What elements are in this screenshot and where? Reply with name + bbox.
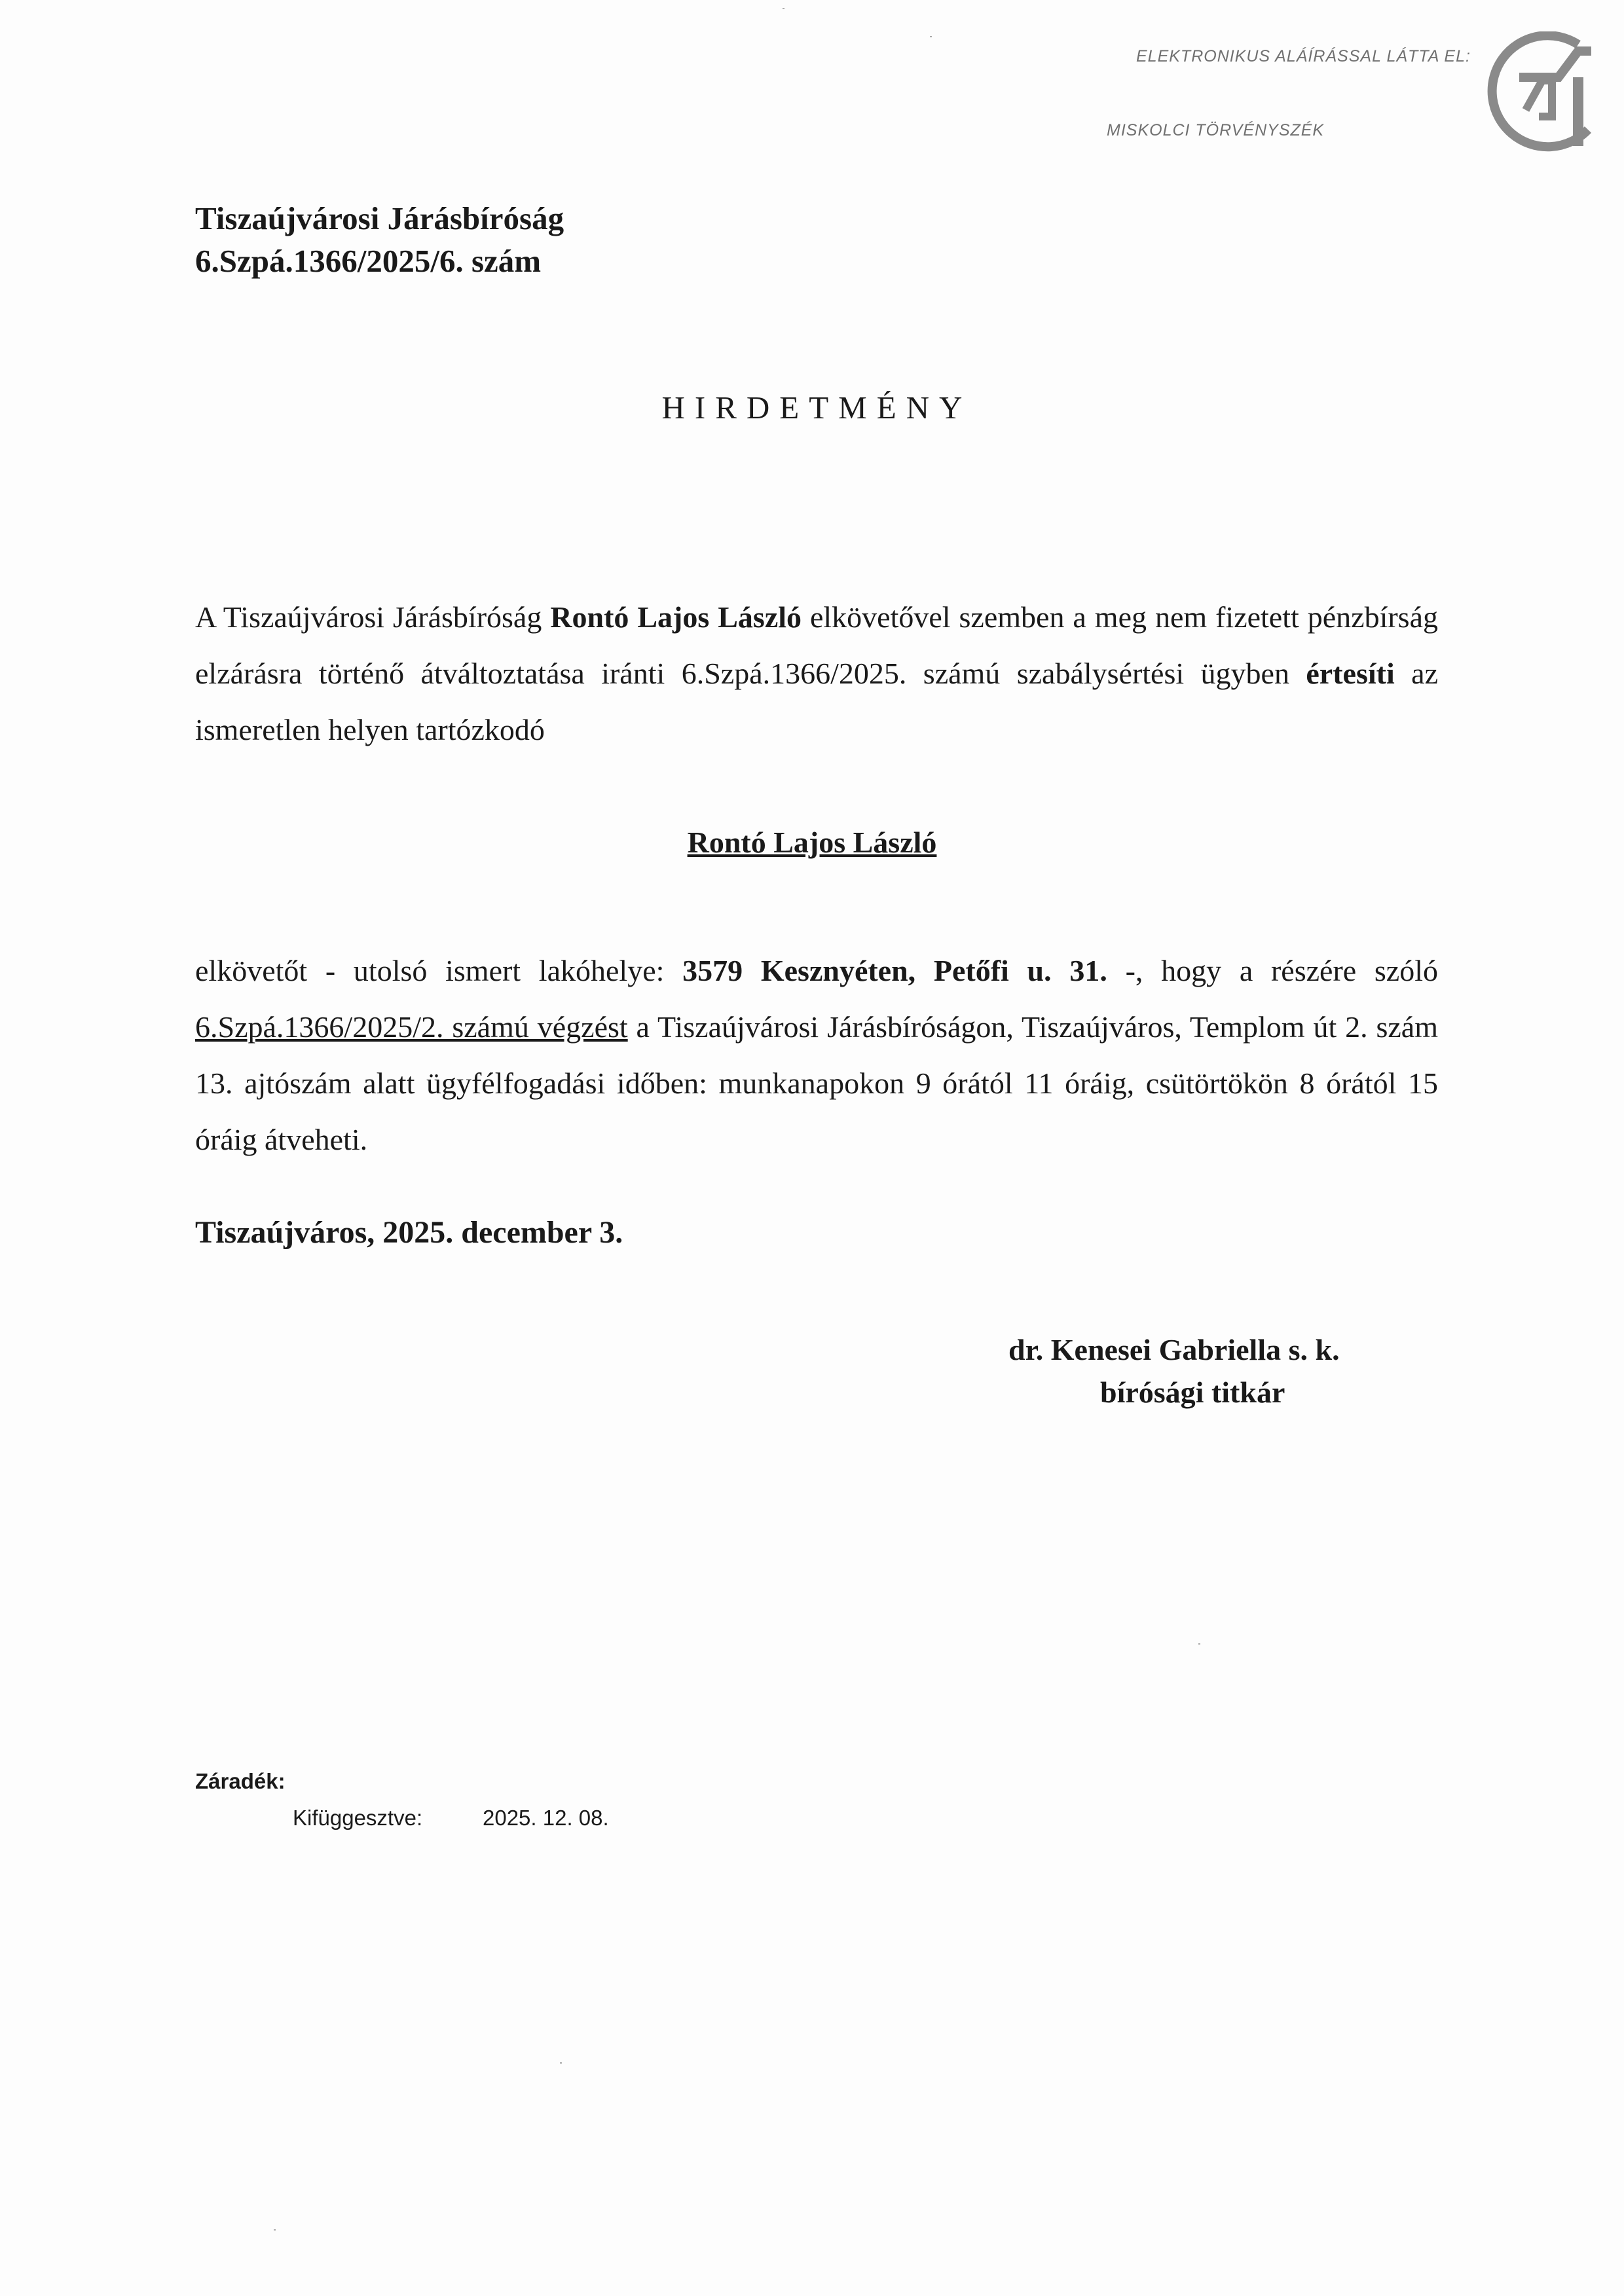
court-seal-icon bbox=[1480, 31, 1598, 156]
e-signature-court: MISKOLCI TÖRVÉNYSZÉK bbox=[1107, 121, 1325, 139]
notify-verb: értesíti bbox=[1306, 657, 1395, 690]
offender-name-inline: Rontó Lajos László bbox=[550, 600, 802, 634]
notice-text-1: A Tiszaújvárosi Járásbíróság bbox=[195, 600, 551, 634]
scan-speck bbox=[274, 2229, 276, 2231]
scan-speck bbox=[783, 8, 784, 9]
pickup-text-3: a Tiszaújvárosi Járásbíróságon, Tiszaújváros, Templom út 2. szám 13. ajtószám alatt ügyfélfogadási időben: munkanapokon 9 órától 11 óráig, csütörtökön 8 órától 15 óráig átveheti. bbox=[195, 1010, 1438, 1156]
notice-text-2: elkövetővel szemben a meg nem fizetett pénzbírság elzárásra történő átváltoztatása iránti 6.Szpá.1366/2025. számú szabálysértési ügyben bbox=[195, 600, 1438, 690]
order-reference: 6.Szpá.1366/2025/2. számú végzést bbox=[195, 1010, 628, 1044]
scan-speck bbox=[930, 36, 932, 37]
pickup-text-2: -, hogy a részére szóló bbox=[1107, 954, 1438, 987]
posted-date: 2025. 12. 08. bbox=[483, 1806, 609, 1830]
signer-title: bírósági titkár bbox=[1100, 1376, 1285, 1409]
posted-label: Kifüggesztve: bbox=[293, 1806, 423, 1830]
notice-paragraph bbox=[195, 589, 1438, 758]
court-name: Tiszaújvárosi Járásbíróság bbox=[195, 200, 564, 236]
scan-speck bbox=[560, 2062, 562, 2064]
e-signature-caption: ELEKTRONIKUS ALÁÍRÁSSAL LÁTTA EL: bbox=[1136, 47, 1471, 65]
case-number: 6.Szpá.1366/2025/6. szám bbox=[195, 243, 542, 279]
place-date: Tiszaújváros, 2025. december 3. bbox=[195, 1215, 623, 1250]
last-known-address: 3579 Kesznyéten, Petőfi u. 31. bbox=[682, 954, 1107, 987]
scan-speck bbox=[1198, 1643, 1200, 1645]
notice-text-3: az ismeretlen helyen tartózkodó bbox=[195, 657, 1438, 746]
clause-label: Záradék: bbox=[195, 1769, 286, 1793]
signer-name: dr. Kenesei Gabriella s. k. bbox=[1008, 1333, 1340, 1366]
document-title: HIRDETMÉNY bbox=[661, 390, 972, 426]
pickup-paragraph bbox=[195, 943, 1438, 1168]
addressee-name: Rontó Lajos László bbox=[687, 826, 937, 859]
pickup-text-1: elkövetőt - utolsó ismert lakóhelye: bbox=[195, 954, 683, 987]
